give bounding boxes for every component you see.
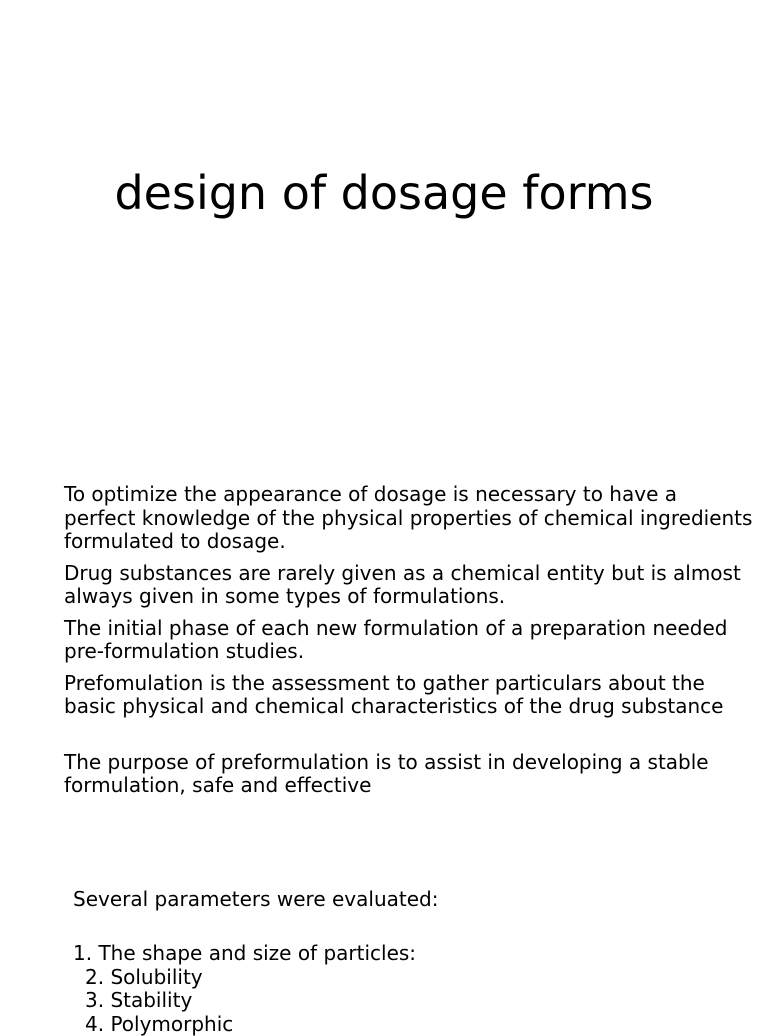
- parameters-list: [73, 942, 416, 1036]
- list-item: 4. Polymorphic: [73, 1013, 416, 1036]
- list-item: 3. Stability: [73, 989, 416, 1013]
- slide-body: [64, 483, 754, 806]
- paragraph-optimize: To optimize the appearance of dosage is necessary to have a perfect knowledge of the physical properties of chemical ingredients formulated to dosage.: [64, 483, 754, 554]
- paragraph-initial-phase: The initial phase of each new formulation of a preparation needed pre-formulation studies.: [64, 617, 754, 664]
- paragraph-purpose: The purpose of preformulation is to assist in developing a stable formulation, safe and effective: [64, 751, 754, 798]
- list-item: 2. Solubility: [73, 966, 416, 990]
- slide-title: design of dosage forms: [0, 163, 768, 223]
- list-item: 1. The shape and size of particles:: [73, 942, 416, 966]
- parameters-heading: Several parameters were evaluated:: [73, 888, 438, 912]
- paragraph-preformulation-definition: Prefomulation is the assessment to gather particulars about the basic physical and chemical characteristics of the drug substance: [64, 672, 754, 719]
- paragraph-drug-substances: Drug substances are rarely given as a chemical entity but is almost always given in some types of formulations.: [64, 562, 754, 609]
